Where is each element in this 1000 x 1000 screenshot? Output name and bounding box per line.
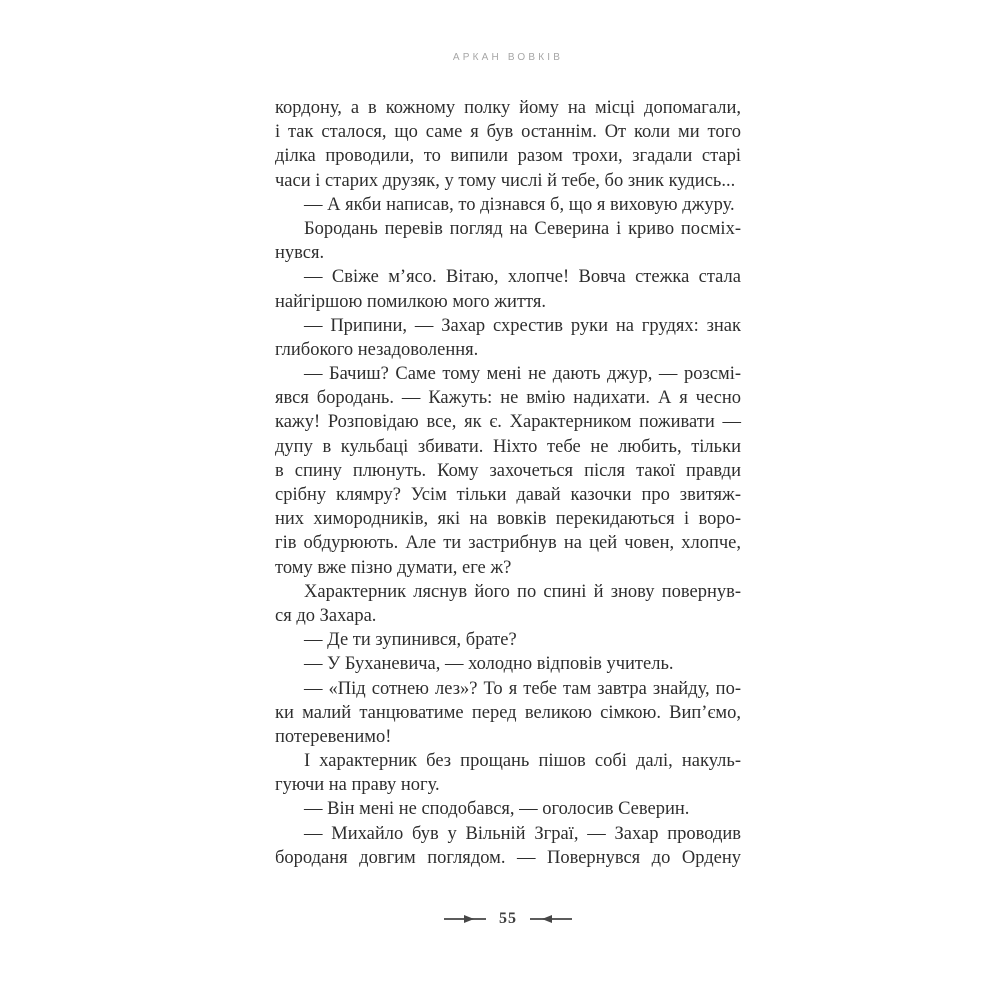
footer-ornament-right-icon: [530, 914, 572, 924]
body-text-line: тому вже пізно думати, еге ж?: [275, 557, 512, 578]
body-text-line: і так сталося, що саме я був останнім. От коли ми того: [275, 122, 741, 143]
body-text-line: ся до Захара.: [275, 605, 377, 626]
body-text-line: — Він мені не сподобався, — оголосив Северин.: [304, 799, 690, 820]
body-text-line: ділка проводили, то випили разом трохи, згадали старі: [275, 146, 741, 167]
page-footer: [275, 906, 741, 932]
body-text-line: — Припини, — Захар схрестив руки на грудях: знак: [304, 315, 741, 336]
body-text-line: срібну клямру? Усім тільки давай казочки про звитяж-: [275, 485, 741, 505]
running-header: АРКАН ВОВКІВ: [452, 52, 564, 63]
body-text-line: Бородань перевів погляд на Северина і криво посміх-: [304, 218, 741, 239]
body-text-line: Характерник ляснув його по спині й знову повернув-: [304, 581, 741, 602]
body-text-line: — «Під сотнею лез»? То я тебе там завтра знайду, по-: [304, 678, 741, 699]
body-text-line: кордону, а в кожному полку йому на місці допомагали,: [275, 98, 741, 118]
body-text-line: — А якби написав, то дізнався б, що я виховую джуру.: [304, 194, 735, 215]
body-text-line: гів обдурюють. Але ти застрибнув на цей човен, хлопче,: [275, 533, 741, 554]
body-text-line: дупу в кульбаці збивати. Ніхто тебе не любить, тільки: [275, 436, 741, 457]
body-text-line: них химородників, які на вовків перекидаються і воро-: [275, 509, 741, 530]
body-text-line: в спину плюнуть. Кому захочеться після такої правди: [275, 460, 741, 481]
body-text-line: ки малий танцюватиме перед великою сімкою. Вип’ємо,: [275, 702, 741, 723]
body-text-line: І характерник без прощань пішов собі далі, накуль-: [304, 751, 741, 772]
body-text-line: потеревенимо!: [275, 726, 392, 747]
body-text-line: кажу! Розповідаю все, як є. Характерником поживати —: [275, 412, 741, 433]
body-text-line: бороданя довгим поглядом. — Повернувся до Ордену: [275, 847, 741, 868]
body-text-line: — Бачиш? Саме тому мені не дають джур, — розсмі-: [304, 364, 741, 385]
body-text-line: гуючи на праву ногу.: [275, 775, 440, 796]
body-text-line: явся бородань. — Кажуть: не вмію надихати. А я чесно: [275, 388, 741, 409]
body-text-line: — Михайло був у Вільній Зграї, — Захар проводив: [304, 823, 741, 844]
body-text-line: глибокого незадоволення.: [275, 339, 479, 360]
body-text-line: — Свіже м’ясо. Вітаю, хлопче! Вовча стежка стала: [304, 267, 741, 288]
body-text-line: — Де ти зупинився, брате?: [304, 630, 517, 651]
page-number: 55: [499, 910, 517, 927]
footer-ornament-left-icon: [444, 914, 486, 924]
text-block: [275, 96, 741, 870]
body-text-line: — У Буханевича, — холодно відповів учитель.: [304, 654, 674, 675]
body-text-line: нувся.: [275, 243, 325, 264]
body-text-line: найгіршою помилкою мого життя.: [275, 291, 547, 312]
body-text-line: часи і старих друзяк, у тому числі й тебе, бо зник кудись...: [275, 170, 736, 191]
